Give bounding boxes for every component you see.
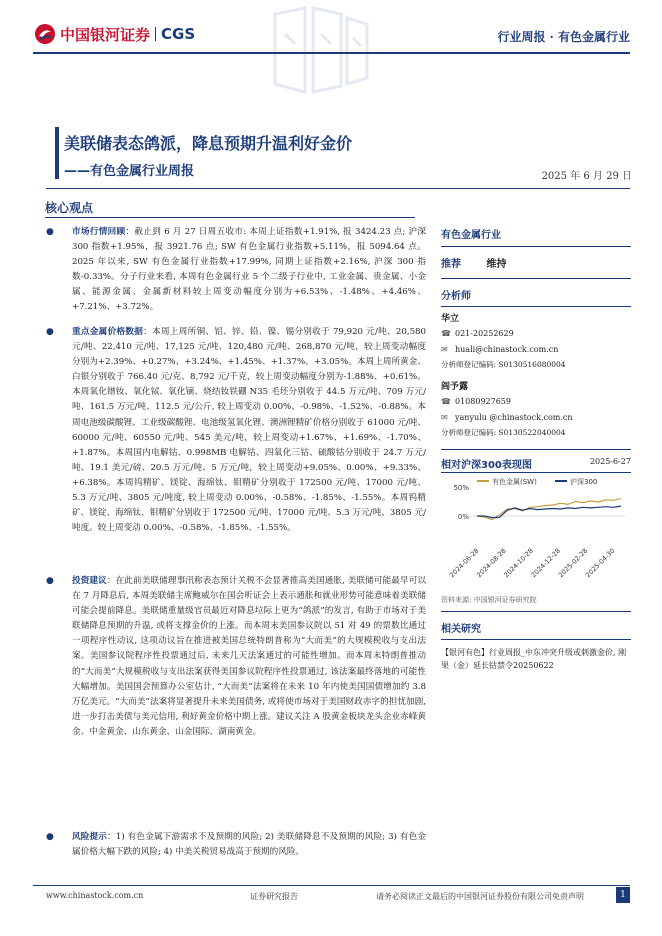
page-subtitle: ——有色金属行业周报 <box>64 164 195 179</box>
title-divider <box>46 188 630 189</box>
analyst-phone-value: 021-20252629 <box>455 329 514 338</box>
x-tick-label: 2025-04-30 <box>584 546 617 580</box>
analyst-card <box>441 313 631 371</box>
bullet-dot-icon: ● <box>46 327 54 337</box>
sidebar-divider <box>441 611 631 612</box>
header-divider <box>33 52 630 54</box>
footer-center: 证券研究报告 <box>250 892 298 901</box>
chart-source: 资料来源: 中国银河证券研究院 <box>441 596 537 604</box>
rating-row <box>441 255 631 270</box>
footer-site[interactable]: www.chinastock.com.cn <box>46 891 144 900</box>
chart-heading: 相对沪深300表现图 <box>441 460 532 471</box>
x-tick-label: 2024-12-28 <box>529 546 563 580</box>
core-views-divider <box>45 217 415 218</box>
bullet-text: ：在此前美联储理事汛称表态预计关税不会显著推高美国通胀, 美联储可能最早可以在 7 月降息后, 本周美联储主席鲍威尔在国会听证会上表示通胀和就业形势可能意味着美联储可能会提前降息。美联储重量级官员最近对降息垃际上更为“鸽派”的发言, 有助于市场对于美联储降息预期的升温, 或将支撑金价的上涨。而本周末美国参议院以 51 对 49 的票数比通过一项程序性动议, 这项动议旨在推进被美国总统特朗普称为“大而美”的大规模税收与支出法案。美国参议院程序性投票通过后, 未来几天法案通过的可能性增加。而本周末特朗普推动的“大而美”大规模税收与支出法案获得美国参议院程序性投票通过, 该法案最终落地的可能性大幅增加。美国国会预算办公室估计, “大而美”法案将在未来 10 年内使美国国债增加约 3.8 万亿美元。“大而美”法案将显著提升未来美国债务, 或将使市场对于美国财政赤字的担忧加剧, 进一步打击美债与美元信用, 利好黄金价格中期上涨。建议关注 A 股黄金板块龙头企业赤峰黄金、中金黄金、山东黄金、山金国际、湖南黄金。 <box>72 576 426 737</box>
analyst-name: 华立 <box>441 314 460 324</box>
sidebar-divider <box>441 472 631 473</box>
x-tick-label: 2025-02-28 <box>556 546 590 580</box>
analyst-cert: 分析师登记编码: S0130522040004 <box>441 428 566 437</box>
phone-icon: ☎ <box>441 329 451 338</box>
bullet-risk-warning <box>46 830 426 860</box>
relative-performance-chart <box>441 475 631 595</box>
y-tick-label: 50% <box>453 484 469 492</box>
sidebar-divider <box>441 449 631 450</box>
bullet-market-review <box>46 225 426 316</box>
sidebar <box>441 226 631 672</box>
chart-header <box>441 456 631 471</box>
related-heading: 相关研究 <box>441 624 481 635</box>
brand-name-cn: 中国银河证券 <box>60 25 151 44</box>
analyst-email-value[interactable]: yanyulu @chinastock.com.cn <box>455 413 573 422</box>
bullet-label: 风险提示 <box>72 832 108 842</box>
sidebar-divider <box>441 639 631 640</box>
bullet-investment-advice <box>46 574 426 740</box>
bullet-dot-icon: ● <box>46 227 54 237</box>
core-views-heading: 核心观点 <box>45 201 94 215</box>
bullet-dot-icon: ● <box>46 832 54 842</box>
watermark-graphic <box>255 4 385 96</box>
brand-logo <box>34 22 195 46</box>
sidebar-divider <box>441 278 631 279</box>
analyst-card <box>441 381 631 439</box>
footer-disclaimer: 请务必阅读正文最后的中国银河证券股份有限公司免责声明 <box>376 892 584 901</box>
page-title: 美联储表态鸽派，降息预期升温利好金价 <box>64 134 353 153</box>
analyst-heading: 分析师 <box>441 291 471 302</box>
bullet-label: 投资建议 <box>72 576 107 586</box>
bullet-label: 市场行情回顾 <box>72 227 126 237</box>
report-date: 2025 年 6 月 29 日 <box>541 171 632 182</box>
bullet-dot-icon: ● <box>46 576 54 586</box>
rating-label: 推荐 <box>441 259 461 270</box>
legend-label: 沪深300 <box>570 478 598 486</box>
analyst-email[interactable] <box>441 344 631 356</box>
bullet-label: 重点金属价格数据 <box>72 327 144 337</box>
mail-icon: ✉ <box>441 345 448 354</box>
x-tick-label: 2024-06-28 <box>448 546 481 580</box>
sidebar-industry: 有色金属行业 <box>441 230 501 241</box>
legend-label: 有色金属(SW) <box>492 478 537 486</box>
analyst-phone <box>441 396 631 408</box>
chart-date: 2025-6-27 <box>589 457 631 466</box>
bullet-text: ：本周上周所铜、铝、锌、铅、镍、锡分别收于 79,920 元/吨、20,580 元/吨、22,410 元/吨、17,125 元/吨、120,480 元/吨、268,870 元/吨，较上周变动幅度分别为+2.39%、+0.27%、+3.24%、+1.45%、+1.37%、+3.05%。本周上周所黄金、白银分别收于 766.40 元/克、8,792 元/千克，较上周变动幅度分别为-1.88%、+0.61%。本周氧化镨钕、氧化铽、氧化镝、烧结钕铁硼 N35 毛坯分别收于 44.5 万元/吨、709 万元/吨、161.5 万元/吨、112.5 元/公斤, 较上周变动 0.00%、-0.98%、-1.52%、-0.88%。本周电池级碳酸锂、工业级碳酸锂、电池级氢氧化锂、澳洲锂精矿价格分别收于 61000 元/吨、60000 元/吨、60550 元/吨、545 美元/吨，较上周变动+1.67%、+1.69%、-1.70%、+1.87%。本周国内电解钴、0.998MB 电解钴、四氧化三钴、硫酸钴分别收于 24.7 万元/吨、19.1 美元/磅、20.5 万元/吨、5 万元/吨，较上周变动+9.05%、0.00%、+9.33%、+6.38%。本周钨精矿、镁锭、海绵钛、钼精矿分别收于 172500 元/吨、17000 元/吨、5.3 万元/吨、3805 元/吨度, 较上周变动 0.00%、-0.58%、-1.85%、-1.55%。本周钨精矿、镁锭、海绵钛、钼精矿分别收于 172500 元/吨、17000 元/吨、5.3 万元/吨、3805 元/吨度。较上周变动 0.00%、-0.58%、-1.85%、-1.55%。 <box>72 327 426 534</box>
mail-icon: ✉ <box>441 413 448 422</box>
analyst-cert: 分析师登记编码: S0130516080004 <box>441 360 566 369</box>
sidebar-divider <box>441 306 631 307</box>
sidebar-divider <box>441 246 631 247</box>
analyst-phone-value: 01080927659 <box>455 397 511 406</box>
related-link[interactable]: 【银河有色】行业周报_中东冲突升级或刺激金价, 刚果（金）延长钴禁令20250622 <box>441 648 627 670</box>
rating-value: 维持 <box>486 259 507 270</box>
title-accent-bar <box>55 127 59 179</box>
bullet-metal-prices <box>46 325 426 536</box>
brand-name-en: CGS <box>161 25 196 43</box>
y-tick-label: 0% <box>457 513 469 521</box>
page-number: 1 <box>616 887 630 903</box>
x-tick-label: 2024-10-28 <box>502 546 535 580</box>
analyst-phone <box>441 328 631 340</box>
footer-divider <box>33 885 630 886</box>
x-tick-label: 2024-08-28 <box>475 546 508 580</box>
analyst-email[interactable] <box>441 412 631 424</box>
phone-icon: ☎ <box>441 397 451 406</box>
bullet-text: ：1) 有色金属下游需求不及预期的风险; 2) 美联储降息不及预期的风险; 3) 有色金属价格大幅下跌的风险; 4) 中美关税贸易战高于预期的风险。 <box>72 832 426 858</box>
report-type: 行业周报 · 有色金属行业 <box>497 30 630 44</box>
analyst-name: 阎予露 <box>441 382 469 392</box>
analyst-email-value[interactable]: huali@chinastock.com.cn <box>455 345 559 354</box>
brand-divider <box>155 27 156 41</box>
bullet-text: ：截止到 6 月 27 日周五收市: 本周上证指数+1.91%, 报 3424.23 点; 沪深 300 指数+1.95%，报 3921.76 点; SW 有色金属行业指数+5.11%，报 5094.64 点。2025 年以来, SW 有色金属行业指数+17.99%, 同期上证指数+2.16%, 沪深 300 指数-0.33%。分子行业来看, 本周有色金属行业 5 个二级子行业中, 工业金属、贵金属、小金属、能源金属、金属新材料较上周变动幅度分别为+6.53%、-1.48%、+4.46%、+7.21%、+3.72%。 <box>72 227 426 313</box>
brand-emblem-icon <box>34 23 56 45</box>
